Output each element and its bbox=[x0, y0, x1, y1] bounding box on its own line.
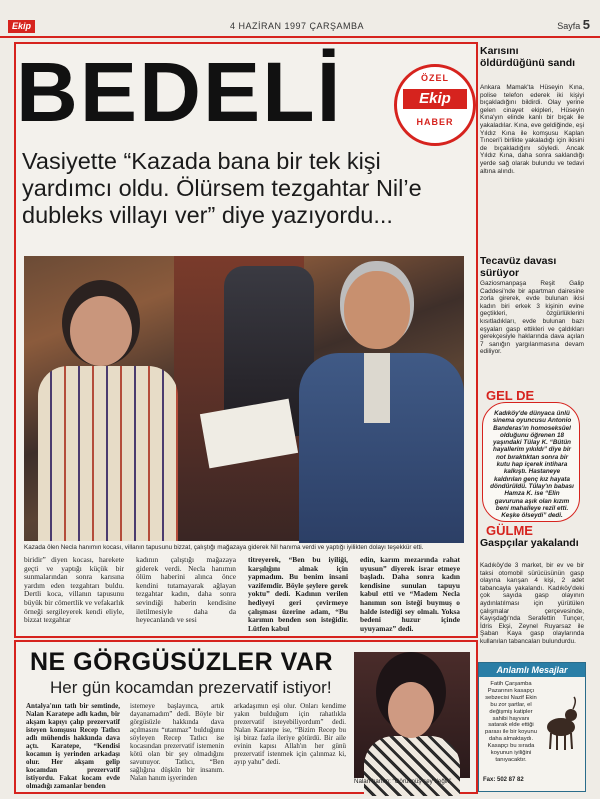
lower-article bbox=[14, 640, 478, 794]
lower-column-3: arkadaşımın eşi olur. Onları kendime yakın bulduğum için rahatlıkla prezervatif isteyebiliyordum” dedi. Nalan Karatepe ise, “Bizim Recep bu işi biraz fazla ileriye götürdü. Bir aile evinin kapısı Allah'ın her günü prezervatif istenmek için çalınmaz ki, ayıp yahu” dedi. bbox=[234, 702, 346, 766]
lower-column-1: Antalya'nın tatlı bir semtinde, Nalan Karatepe adlı kadın, bir akşam kapıyı çalıp prezervatif isteyen komşusu Recep Tatlıcı adlı mühendis hakkında dava açtı. Karatepe, “Kendisi kocamın iş yerinden arkadaşı olur. Her akşam gelip kocamdan prezervatif istiyordu. Fakat kocam evde olmadığı zamanlar benden bbox=[26, 702, 120, 790]
anlamli-mesajlar-box bbox=[478, 662, 586, 792]
main-headline: BEDELİ bbox=[16, 45, 343, 139]
photo-caption: Kazada ölen Necla hanımın kocası, villanın tapusunu bizzat, çalıştığı mağazaya giderek Nil hanıma verdi ve yaptığı iyilikten dolayı teşekkür etti. bbox=[24, 544, 424, 551]
lower-photo-caption: Nalan hanım: “Görülmüş şey değil.” bbox=[354, 778, 452, 785]
article-column-3: titreyerek, “Ben bu iyiliği, karşılığını almak için yapmadım. Bu benim insani vazifemdir. Böyle şeylere gerek yoktu” dedi. Kadının verilen hediyeyi geri çevirmeye çalışması üzerine adam, “Bu karımın benden son isteğidir. Lütfen kabul bbox=[248, 555, 348, 633]
main-article bbox=[14, 42, 478, 638]
portrait-face bbox=[388, 682, 434, 738]
page-number-value: 5 bbox=[582, 17, 590, 32]
sidebar-story2-body: Gaziosmanpaşa Reşit Galip Caddesi'nde bir apartman dairesine zorla girerek, evde bulunan ikisi kadın biri erkek 3 kişinin evine geçtikleri, özgürlüklerini kısıtladıkları, evde bulunan bazı eşyaları gasp ettikleri ve çaldıkları gerekçesiyle haklarında dava açılan 7 sanığın yargılanmasına devam ediliyor. bbox=[480, 280, 584, 356]
lower-column-2: istemeye başlayınca, artık dayanamadım” dedi. Böyle bir görgüsüzle hakkında dava açılmasını “utanmaz” bulduğunu söyleyen Recep Tatlıcı ise kocasından prezervatif istemenin kötü olan bir şey olmadığını savunuyor. Tatlıcı, “Ben sağlığına düşkün bir insanım. Nalan hanım işyerinden bbox=[130, 702, 224, 782]
article-photo bbox=[24, 256, 464, 541]
header-rule bbox=[0, 36, 600, 38]
photo-woman-head bbox=[70, 296, 132, 366]
portrait-body bbox=[364, 736, 460, 796]
stamp-top: ÖZEL bbox=[421, 73, 449, 83]
article-column-4: edin, karım mezarında rahat uyusun” diyerek israr etmeye başladı. Daha sonra kadın kendisine sunulan tapuyu kabul etti ve “Madem Necla hanımın son isteği buymuş o halde istediği sey olmalı. Yoksa bedeni huzur içinde uyuyamaz” dedi. bbox=[360, 555, 460, 633]
ekip-special-stamp bbox=[394, 64, 476, 146]
lower-subhead: Her gün kocamdan prezervatif istiyor! bbox=[50, 678, 332, 697]
main-subhead: Vasiyette “Kazada bana bir tek kişi yardımcı oldu. Ölürsem tezgahtar Nil’e dubleks villayı ver” diye yazıyordu... bbox=[22, 148, 422, 228]
sidebar-story2-title: Tecavüz davası sürüyor bbox=[480, 255, 557, 279]
page-number bbox=[557, 17, 590, 32]
fax-number: Fax: 502 87 82 bbox=[483, 777, 524, 783]
issue-date: 4 HAZİRAN 1997 ÇARŞAMBA bbox=[230, 21, 365, 31]
lower-headline: NE GÖRGÜSÜZLER VAR bbox=[30, 648, 333, 676]
sidebar-story3-body: Kadıköy'de 3 market, bir ev ve bir taksi otomobil sürücüsünün gasp olayına karışan 4 kişi, 2 adet tabancayla yakalandı. Kadıköy'deki çok sayıda gasp olayının aydınlatılması için yürütülen çalışmalar çerçevesinde, Kayışdağı'nda Serafettin Tunçer, İdris Ekşi, Zeynel Ruyarsaz ile Şaban Kaya gasp olaylarında kullanılan tabancaları bulundurdu. bbox=[480, 562, 584, 645]
article-body bbox=[24, 556, 468, 632]
ekip-tag: Ekip bbox=[8, 20, 35, 33]
photo-woman-figure bbox=[34, 296, 184, 541]
page-header bbox=[0, 17, 600, 34]
lower-portrait-photo bbox=[354, 652, 470, 778]
stamp-bottom: HABER bbox=[416, 117, 454, 127]
gel-de-text: Kadıköy'de dünyaca ünlü sinema oyuncusu Antonio Banderas'ın homoseksüel olduğunu öğrenen 18 yaşındaki Tülay K. “Bütün hayallerim yıkıldı” diye bir not bıraktıktan sonra bir kutu hap içerek intihara kalkıştı. Hastaneye kaldırılan genç kız hayata döndürüldü. Tülay'ın babası Hamza K. ise “Elin gavuruna aşık olan kızım beni mahalleye rezil etti. Keşke ölseydi” dedi. bbox=[490, 410, 574, 520]
goat-illustration-icon bbox=[541, 693, 581, 753]
anlamli-title: Anlamlı Mesajlar bbox=[479, 663, 585, 677]
sidebar-story3-title: Gaspçılar yakalandı bbox=[480, 537, 579, 549]
photo-man-head bbox=[344, 271, 410, 349]
gel-de-box bbox=[478, 388, 586, 538]
photo-man-figure bbox=[289, 271, 464, 541]
gulme-label: GÜLME bbox=[486, 523, 533, 538]
gel-de-label: GEL DE bbox=[486, 388, 535, 403]
article-column-2: kadının çalıştığı mağazaya giderek verdi. Necla hanımın ölüm haberini alınca önce kendini tutamayarak ağlayan tezgahtar kadın, daha sonra sevindiği haberin kendisine iletilmesiyle daha da heyecanlandı ve sesi bbox=[136, 555, 236, 625]
page-label: Sayfa bbox=[557, 21, 581, 31]
right-sidebar bbox=[478, 42, 588, 645]
sidebar-story1-title: Karısını öldürdüğünü sandı bbox=[480, 45, 576, 69]
photo-man-shirt bbox=[364, 353, 390, 423]
stamp-middle: Ekip bbox=[403, 89, 467, 109]
photo-woman-body bbox=[38, 366, 178, 541]
article-column-1: biridir” diyen kocası, harekete geçti ve yaptığı küçük bir sunmalarından sonra karısına yardım eden tezgahtarı buldu. Dertli koca, villanın tapusunu büyük bir cömertlik ve vefakarlık örneği sergileyerek kendi eliyle, bizzat tezgahtar bbox=[24, 555, 124, 625]
sidebar-story1-body: Ankara Mamak'ta Hüseyin Kına, polise telefon ederek iki kişiyi bıçakladığını bildirdi. Olay yerine gelen cinayet ekipleri, Hüseyin Kına'yın elinde kanlı bir bıçak ile yakaladılar. Kına, eve geldiğinde, eşi Yıldız Kına ile komşusu Kaplan Tınceri'i birlikte yakaladığı için ikisini de bıçakladığını söyledi. Ancak Yıldız Kına, daha sonra saklandığı yerde sağ olarak bulundu ve tedavi altına alındı. bbox=[480, 84, 584, 175]
anlamli-text: Fatih Çarşamba Pazarının kasapçı sebzecisi Nazif Ekin bu zor şartlar, el değişmiş katipler sahibi hayvanı satarak elde ettiği parası ile bir koyunu daha almaktaydı. Kasapçı bu sırada koyunun iyiliğini tanıyacaktır. bbox=[485, 681, 537, 763]
